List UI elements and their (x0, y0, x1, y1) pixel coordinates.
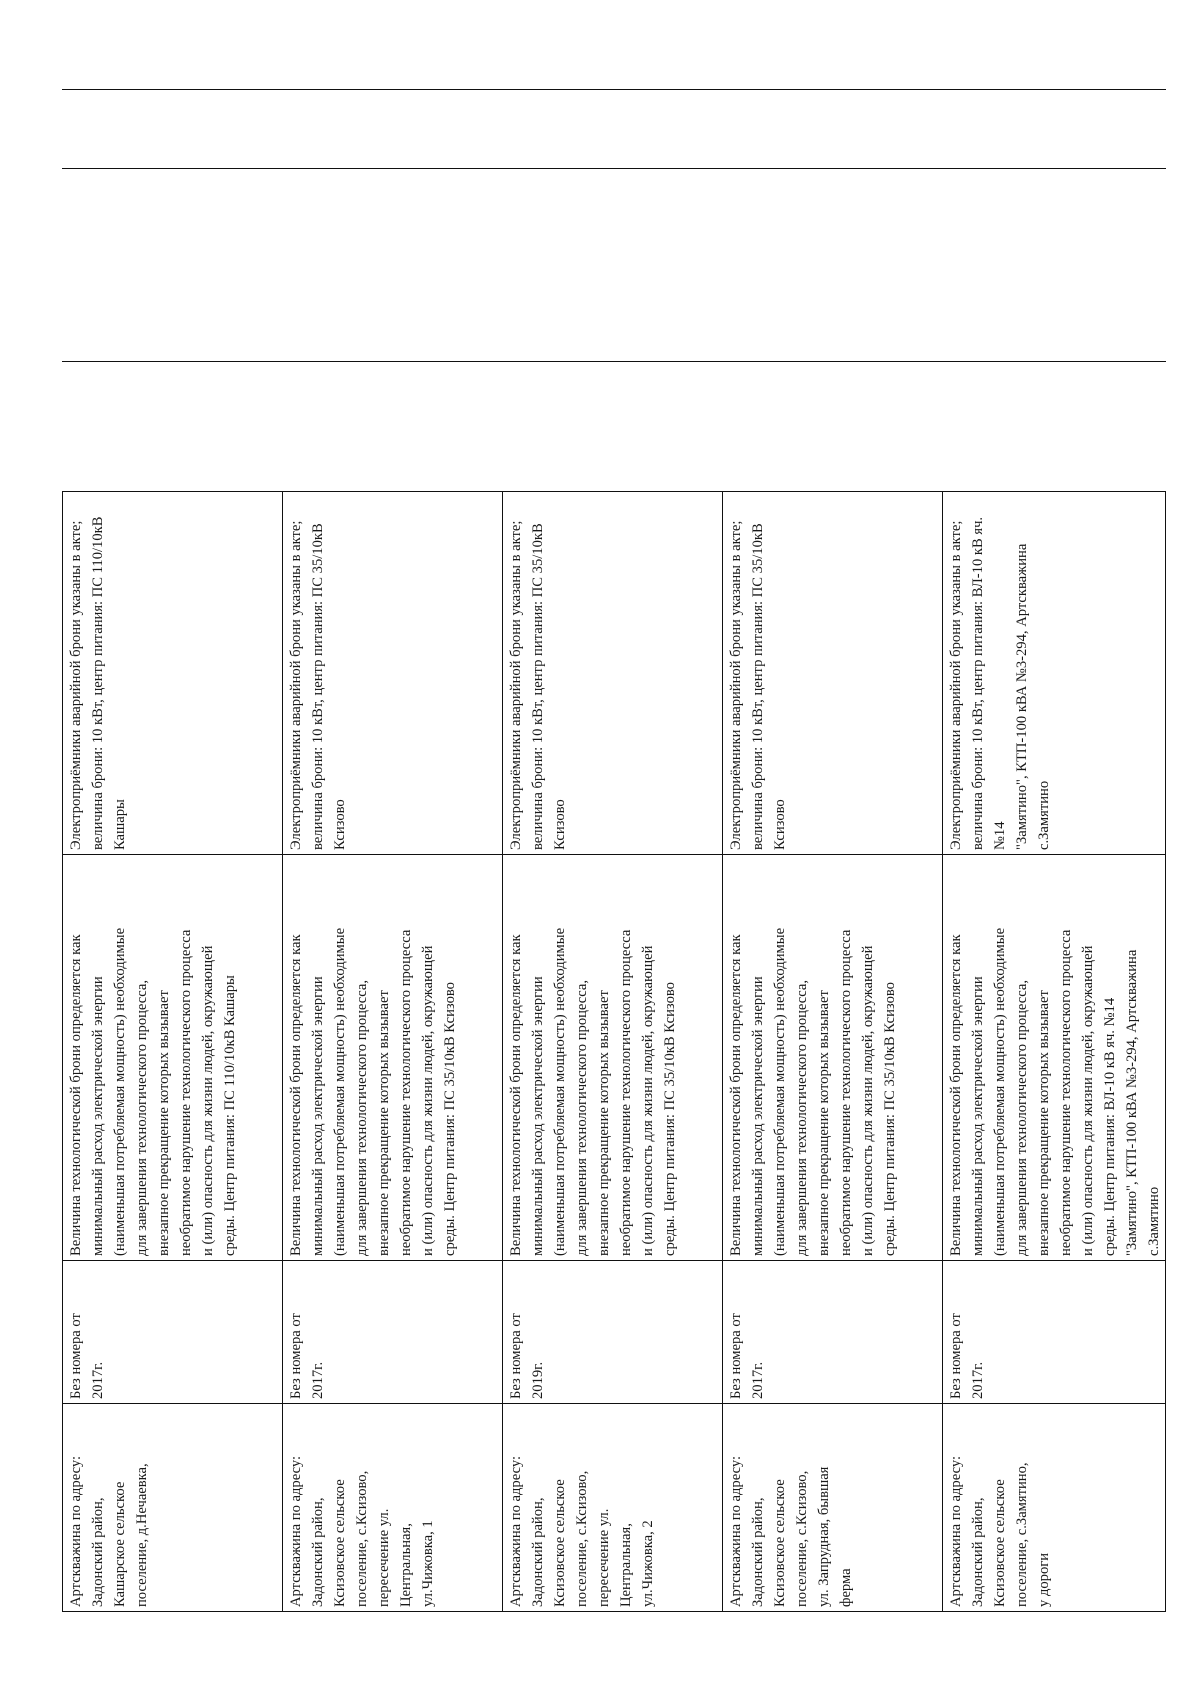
tech-reserve-cell: Величина технологической брони определяется как минимальный расход электрической энергии (наименьшая потребляемая мощность) необходимые для завершения технологического процесса, внезапное прекращение которых вызывает необратимое нарушение технологического процесса и (или) опасность для жизни людей, окружающей среды. Центр питания: ПС 110/10кВ Кашары (63, 855, 283, 1261)
separator-line (62, 361, 1166, 362)
table-row (63, 492, 283, 1612)
tech-reserve-cell: Величина технологической брони определяется как минимальный расход электрической энергии (наименьшая потребляемая мощность) необходимые для завершения технологического процесса, внезапное прекращение которых вызывает необратимое нарушение технологического процесса и (или) опасность для жизни людей, окружающей среды. Центр питания: ПС 35/10кВ Ксизово (283, 855, 503, 1261)
tech-reserve-cell: Величина технологической брони определяется как минимальный расход электрической энергии (наименьшая потребляемая мощность) необходимые для завершения технологического процесса, внезапное прекращение которых вызывает необратимое нарушение технологического процесса и (или) опасность для жизни людей, окружающей среды. Центр питания: ВЛ-10 кВ яч. №14 "Замятино", КТП-100 кВА №3-294, Артскважина с.Замятино (943, 855, 1166, 1261)
emergency-reserve-cell: Электроприёмники аварийной брони указаны в акте; величина брони: 10 кВт, центр питания: ПС 35/10кВ Ксизово (283, 492, 503, 855)
act-cell: Без номера от 2017г. (723, 1261, 943, 1404)
act-cell: Без номера от 2017г. (63, 1261, 283, 1404)
separator-line (62, 89, 1166, 90)
rotated-page-content (62, 55, 1166, 1612)
object-cell: Артскважина по адресу: Задонский район, Ксизовское сельское поселение, с.Ксизово, ул. Запрудная, бывшая ферма (723, 1404, 943, 1612)
reserve-table (62, 491, 1166, 1612)
act-cell: Без номера от 2017г. (943, 1261, 1166, 1404)
act-cell: Без номера от 2017г. (283, 1261, 503, 1404)
tech-reserve-cell: Величина технологической брони определяется как минимальный расход электрической энергии (наименьшая потребляемая мощность) необходимые для завершения технологического процесса, внезапное прекращение которых вызывает необратимое нарушение технологического процесса и (или) опасность для жизни людей, окружающей среды. Центр питания: ПС 35/10кВ Ксизово (723, 855, 943, 1261)
act-cell: Без номера от 2019г. (503, 1261, 723, 1404)
emergency-reserve-cell: Электроприёмники аварийной брони указаны в акте; величина брони: 10 кВт, центр питания: ПС 35/10кВ Ксизово (503, 492, 723, 855)
object-cell: Артскважина по адресу: Задонский район, Ксизовское сельское поселение, с.Ксизово, пересечение ул. Центральная, ул.Чижовка, 2 (503, 1404, 723, 1612)
table-row (503, 492, 723, 1612)
object-cell: Артскважина по адресу: Задонский район, Ксизовское сельское поселение, с.Ксизово, пересечение ул. Центральная, ул.Чижовка, 1 (283, 1404, 503, 1612)
emergency-reserve-cell: Электроприёмники аварийной брони указаны в акте; величина брони: 10 кВт, центр питания: ПС 35/10кВ Ксизово (723, 492, 943, 855)
separator-line (62, 168, 1166, 169)
table-row (723, 492, 943, 1612)
tech-reserve-cell: Величина технологической брони определяется как минимальный расход электрической энергии (наименьшая потребляемая мощность) необходимые для завершения технологического процесса, внезапное прекращение которых вызывает необратимое нарушение технологического процесса и (или) опасность для жизни людей, окружающей среды. Центр питания: ПС 35/10кВ Ксизово (503, 855, 723, 1261)
object-cell: Артскважина по адресу: Задонский район, Ксизовское сельское поселение, с.Замятино, у дороги (943, 1404, 1166, 1612)
table-row (943, 492, 1166, 1612)
emergency-reserve-cell: Электроприёмники аварийной брони указаны в акте; величина брони: 10 кВт, центр питания: ВЛ-10 кВ яч. №14 "Замятино", КТП-100 кВА №3-294, Артскважина с.Замятино (943, 492, 1166, 855)
table-row (283, 492, 503, 1612)
emergency-reserve-cell: Электроприёмники аварийной брони указаны в акте; величина брони: 10 кВт, центр питания: ПС 110/10кВ Кашары (63, 492, 283, 855)
object-cell: Артскважина по адресу: Задонский район, Кашарское сельское поселение, д.Нечаевка, (63, 1404, 283, 1612)
